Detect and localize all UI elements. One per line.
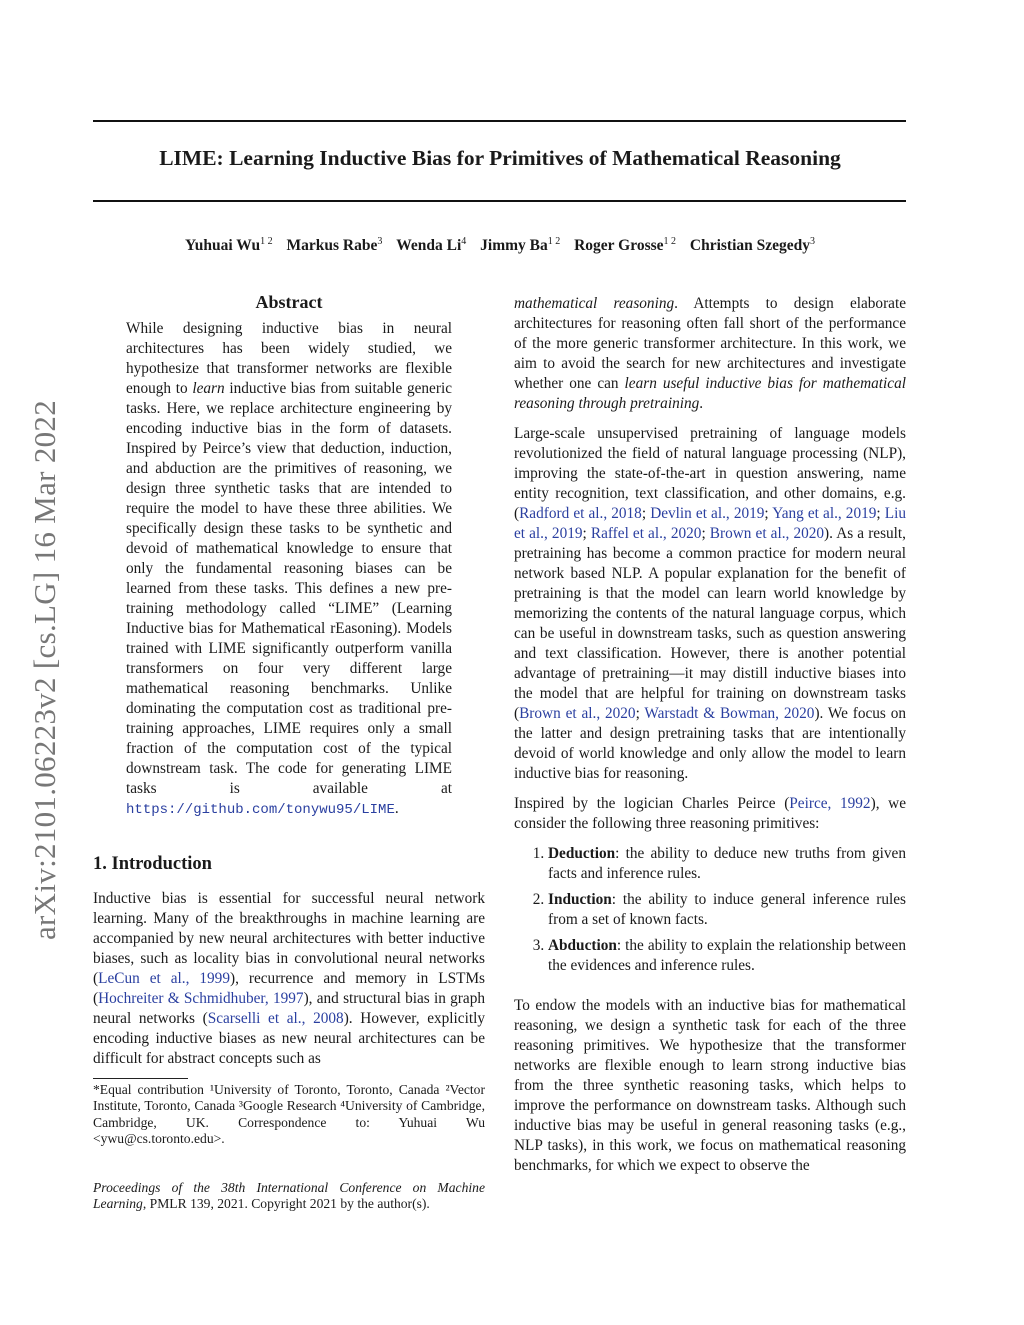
- author: [286, 237, 382, 254]
- abstract-heading: Abstract: [255, 292, 323, 312]
- author-name: Roger Grosse: [574, 237, 664, 255]
- title-bottom-rule: [93, 200, 906, 202]
- text-span: : the ability to deduce new truths from given facts and inference rules.: [548, 845, 906, 882]
- right-paragraphs-a: [514, 294, 906, 834]
- author: [185, 237, 273, 254]
- text-span: ;: [764, 505, 773, 522]
- code-url-link[interactable]: https://github.com/tonywu95/LIME: [126, 802, 395, 818]
- right-paragraphs-b: [514, 996, 906, 1176]
- arxiv-identifier: arXiv:2101.06223v2 [cs.LG] 16 Mar 2022: [27, 399, 62, 940]
- citation-link[interactable]: Brown et al., 2020: [519, 705, 636, 722]
- author-name: Wenda Li: [396, 237, 462, 255]
- citation-link[interactable]: Raffel et al., 2020: [590, 525, 702, 542]
- author: [396, 237, 466, 254]
- paragraph: [93, 1180, 485, 1213]
- text-span: mathematical reasoning: [514, 295, 675, 312]
- author: [690, 237, 815, 254]
- primitives-list: [514, 844, 906, 976]
- citation-link[interactable]: Warstadt & Bowman, 2020: [644, 705, 815, 722]
- author-name: Markus Rabe: [286, 237, 378, 255]
- text-span: ;: [641, 505, 651, 522]
- paragraph: [514, 424, 906, 784]
- author: [480, 237, 560, 254]
- author-name: Jimmy Ba: [480, 237, 548, 255]
- text-span: To endow the models with an inductive bias for mathematical reasoning, we design a synthetic task for each of the three reasoning primitives. We hypothesize that the transformer networks are flexible enough to learn strong inductive bias from the three synthetic reasoning tasks, which helps to improve the performance on downstream tasks. Although such inductive bias may be useful in general reasoning tasks (e.g., NLP tasks), in this work, we focus on mathematical reasoning benchmarks, for which we expect to observe the: [514, 997, 906, 1174]
- author: [574, 237, 676, 254]
- text-span: ;: [582, 525, 591, 542]
- text-span: Proceedings of the 38th International Conference on Machine Learning: [93, 1179, 485, 1211]
- right-column: [514, 294, 906, 1186]
- text-span: While designing inductive bias in neural architectures has been widely studied, we hypothesize that transformer networks are flexible enough to: [126, 320, 452, 397]
- text-span: ). We focus on the latter and design pretraining tasks that are intentionally devoid of world knowledge and only allow the model to learn inductive bias for reasoning.: [514, 705, 907, 782]
- paragraph: [126, 319, 452, 820]
- primitive-item: [548, 844, 906, 884]
- text-span: . Attempts to design elaborate architectures for reasoning often fall short of the performance of the more generic transformer architecture. In this work, we aim to avoid the search for new architectures and investigate whether one can: [514, 295, 906, 392]
- paragraph: [514, 794, 906, 834]
- text-span: , PMLR 139, 2021. Copyright 2021 by the author(s).: [142, 1195, 430, 1211]
- author-list: [0, 236, 1000, 255]
- text-span: ;: [876, 505, 885, 522]
- introduction-heading: 1. Introduction: [93, 854, 212, 874]
- paper-title: LIME: Learning Inductive Bias for Primitives of Mathematical Reasoning: [159, 146, 841, 170]
- primitive-item: [548, 936, 906, 976]
- author-affiliation: 1 2: [260, 236, 273, 247]
- text-span: ). However, explicitly encoding inductive biases as new neural architectures can be difficult for abstract concepts such as: [93, 1010, 485, 1067]
- text-span: learn: [192, 380, 225, 397]
- text-span: Deduction: [548, 845, 616, 862]
- author-affiliation: 1 2: [547, 236, 561, 247]
- author-affiliation: 1 2: [663, 236, 677, 247]
- introduction-body: [93, 889, 485, 1079]
- citation-link[interactable]: Radford et al., 2018: [519, 505, 642, 522]
- text-span: Induction: [548, 891, 612, 908]
- text-span: .: [699, 395, 704, 412]
- title-top-rule: [93, 120, 906, 122]
- proceedings-note: [93, 1166, 485, 1226]
- author-affiliation: 3: [810, 236, 816, 247]
- citation-link[interactable]: Hochreiter & Schmidhuber, 1997: [98, 990, 304, 1007]
- citation-link[interactable]: Scarselli et al., 2008: [207, 1010, 344, 1027]
- text-span: : the ability to explain the relationship between the evidences and inference rules.: [548, 937, 906, 974]
- text-span: learn useful inductive bias for mathematical reasoning through pretraining: [514, 375, 906, 412]
- citation-link[interactable]: Devlin et al., 2019: [650, 505, 765, 522]
- paragraph: [514, 294, 906, 414]
- author-name: Christian Szegedy: [689, 237, 811, 255]
- text-span: Abduction: [548, 937, 617, 954]
- text-span: ;: [701, 525, 710, 542]
- citation-link[interactable]: Liu et al., 2019: [514, 505, 906, 542]
- text-span: Inductive bias is essential for successful neural network learning. Many of the breakthroughs in machine learning are accompanied by new neural architectures with better inductive biases, such as locality bias in convolutional neural networks (: [93, 890, 485, 987]
- text-span: : the ability to induce general inference rules from a set of known facts.: [548, 891, 906, 928]
- text-span: .: [394, 800, 399, 817]
- footnote-rule: [93, 1078, 188, 1079]
- text-span: ). As a result, pretraining has become a common practice for modern neural network based NLP. A popular explanation for the benefit of pretraining is that the model can learn world knowledge by memorizing the contents of the natural language corpus, which can be useful in downstream tasks, such as question answering and text classification. However, there is another potential advantage of pretraining—it may distill inductive biases into the model that are helpful for training on downstream tasks (: [514, 525, 907, 722]
- text-span: inductive bias from suitable generic tasks. Here, we replace architecture engineering by encoding inductive bias in the form of datasets. Inspired by Peirce’s view that deduction, induction, and abduction are the primitives of reasoning, we design three synthetic tasks that are intended to require the model to have these three abilities. We specifically design these tasks to be synthetic and devoid of mathematical knowledge to ensure that only the fundamental reasoning biases can be learned from these tasks. This defines a new pre-training methodology called “LIME” (Learning Inductive bias for Mathematical rEasoning). Models trained with LIME significantly outperform vanilla transformers on four very different large mathematical reasoning benchmarks. Unlike dominating the computation cost as traditional pre-training approaches, LIME requires only a small fraction of the computation cost of the typical downstream task. The code for generating LIME tasks is available at: [126, 380, 452, 797]
- text-span: Inspired by the logician Charles Peirce (: [514, 795, 790, 812]
- citation-link[interactable]: Yang et al., 2019: [772, 505, 877, 522]
- citation-link[interactable]: LeCun et al., 1999: [98, 970, 230, 987]
- paragraph: [514, 996, 906, 1176]
- abstract-body: [126, 319, 452, 830]
- citation-link[interactable]: Brown et al., 2020: [709, 525, 825, 542]
- text-span: ;: [635, 705, 645, 722]
- author-name: Yuhuai Wu: [184, 237, 261, 255]
- author-affiliation: 4: [461, 236, 467, 247]
- citation-link[interactable]: Peirce, 1992: [789, 795, 871, 812]
- text-span: ), recurrence and memory in LSTMs (: [93, 970, 485, 1007]
- author-affiliation: 3: [377, 236, 383, 247]
- primitive-item: [548, 890, 906, 930]
- text-span: ), and structural bias in graph neural networks (: [93, 990, 485, 1027]
- footnote: *Equal contribution ¹University of Toronto, Toronto, Canada ²Vector Institute, Toronto, Canada ³Google Research ⁴University of Cambridge, Cambridge, UK. Correspondence to: Yuhuai Wu <ywu@cs.toronto.edu>.: [93, 1082, 485, 1146]
- text-span: Large-scale unsupervised pretraining of language models revolutionized the field of natural language processing (NLP), improving the state-of-the-art in question answering, name entity recognition, text classification, and other domains, e.g. (: [514, 425, 906, 522]
- paragraph: [93, 889, 485, 1069]
- text-span: ), we consider the following three reasoning primitives:: [514, 795, 906, 832]
